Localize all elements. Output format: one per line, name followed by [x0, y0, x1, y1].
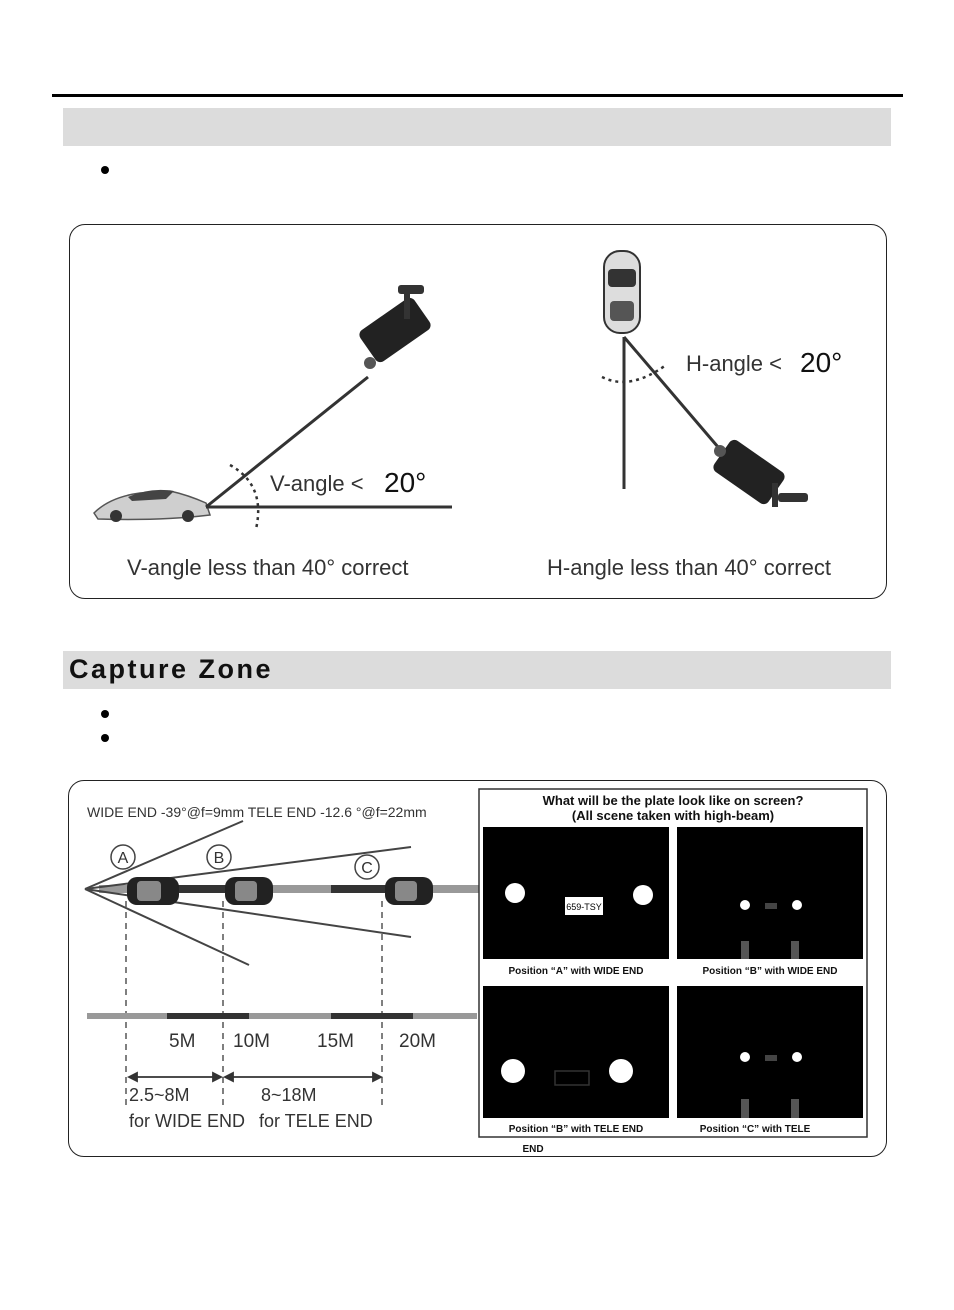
wide-range: 2.5~8M — [129, 1085, 190, 1105]
preview-c-tele — [677, 986, 863, 1118]
car-b-icon — [225, 877, 273, 905]
caption-a-wide: Position “A” with WIDE END — [508, 966, 644, 977]
distance-15m: 15M — [317, 1031, 354, 1052]
position-c-label: C — [361, 860, 373, 877]
h-angle-label: H-angle < — [686, 351, 783, 376]
tele-range: 8~18M — [261, 1085, 317, 1105]
car-c-icon — [385, 877, 433, 905]
h-caption: H-angle less than 40° correct — [547, 555, 831, 580]
bullet-1 — [101, 166, 109, 174]
position-guides — [126, 901, 382, 1107]
camera-icon — [357, 285, 433, 369]
position-c-marker — [355, 855, 379, 879]
distance-10m: 10M — [233, 1031, 270, 1052]
angle-diagram — [70, 225, 886, 598]
wide-range-label: for WIDE END — [129, 1111, 246, 1131]
distance-scale-segment-2 — [331, 1013, 413, 1019]
section-title-capture: Capture Zone — [69, 654, 274, 684]
v-caption: V-angle less than 40° correct — [127, 555, 409, 580]
caption-c-tele: Position “C” with TELE — [699, 1124, 811, 1135]
screen-subtitle: (All scene taken with high-beam) — [571, 808, 775, 823]
distance-scale-segment-1 — [167, 1013, 249, 1019]
road-upper-segment-2 — [331, 885, 391, 893]
capture-zone-panel — [68, 780, 887, 1157]
screen-title: What will be the plate look like on screen? — [542, 793, 804, 808]
car-a-icon — [127, 877, 179, 905]
section-header-capture — [63, 651, 891, 689]
position-a-label: A — [117, 850, 129, 867]
preview-b-wide — [677, 827, 863, 959]
caption-overflow: END — [522, 1144, 544, 1155]
bullet-3 — [101, 734, 109, 742]
tele-range-label: for TELE END — [259, 1111, 373, 1131]
distance-5m: 5M — [169, 1031, 196, 1052]
lens-spec: WIDE END -39°@f=9mm TELE END -12.6 °@f=22mm — [87, 804, 427, 820]
v-angle-arc — [230, 465, 258, 529]
v-angle-label: V-angle < — [270, 471, 364, 496]
capture-diagram — [69, 781, 886, 1156]
car-side-icon — [94, 490, 210, 522]
section-header-angle — [63, 108, 891, 146]
camera-icon-2 — [711, 438, 808, 507]
h-angle-value: 20° — [800, 347, 843, 378]
bullet-2 — [101, 710, 109, 718]
tele-range-arrow — [225, 1073, 381, 1081]
v-angle-value: 20° — [384, 467, 427, 498]
position-b-marker — [207, 845, 231, 869]
caption-b-tele: Position “B” with TELE END — [508, 1124, 644, 1135]
top-rule — [52, 94, 903, 97]
position-a-marker — [111, 845, 135, 869]
plate-text: 659-TSY — [566, 902, 602, 912]
car-top-icon — [604, 251, 640, 333]
position-b-label: B — [213, 850, 225, 867]
distance-scale — [87, 1013, 477, 1019]
caption-b-wide: Position “B” with WIDE END — [702, 966, 838, 977]
wide-range-arrow — [129, 1073, 221, 1081]
distance-20m: 20M — [399, 1031, 436, 1052]
preview-b-tele — [483, 986, 669, 1118]
angle-diagram-panel — [69, 224, 887, 599]
